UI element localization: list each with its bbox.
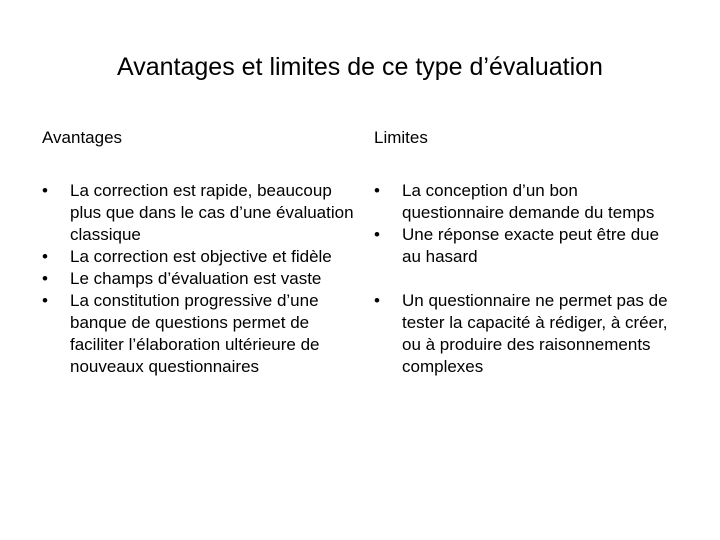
limit-item [374,290,674,378]
advantage-item-text: Le champs d’évaluation est vaste [70,269,322,288]
advantages-heading: Avantages [42,128,123,147]
limit-item-text: Une réponse exacte peut être due au hasard [402,225,660,266]
bullet-icon: • [374,291,380,310]
limits-column [374,126,674,378]
limit-item-text: La conception d’un bon questionnaire demande du temps [402,181,655,222]
bullet-icon: • [42,269,48,288]
bullet-icon: • [42,181,48,200]
limit-item [374,224,674,268]
bullet-icon: • [374,181,380,200]
advantage-item [42,246,354,268]
advantages-list [42,180,354,378]
advantage-item [42,268,354,290]
advantage-item [42,290,354,378]
advantage-item-text: La correction est rapide, beaucoup plus que dans le cas d’une évaluation classique [70,181,354,244]
advantage-item [42,180,354,246]
bullet-icon: • [42,291,48,310]
advantage-item-text: La correction est objective et fidèle [70,247,332,266]
advantages-column [42,126,354,378]
advantage-item-text: La constitution progressive d’une banque de questions permet de faciliter l’élaboration ultérieure de nouveaux questionnaires [70,291,320,376]
limits-heading: Limites [374,128,428,147]
limit-item [374,180,674,224]
limits-list [374,180,674,378]
bullet-icon: • [374,225,380,244]
slide-title: Avantages et limites de ce type d’évaluation [117,53,603,81]
limit-item-text: Un questionnaire ne permet pas de tester la capacité à rédiger, à créer, ou à produire des raisonnements complexes [402,291,668,376]
bullet-icon: • [42,247,48,266]
